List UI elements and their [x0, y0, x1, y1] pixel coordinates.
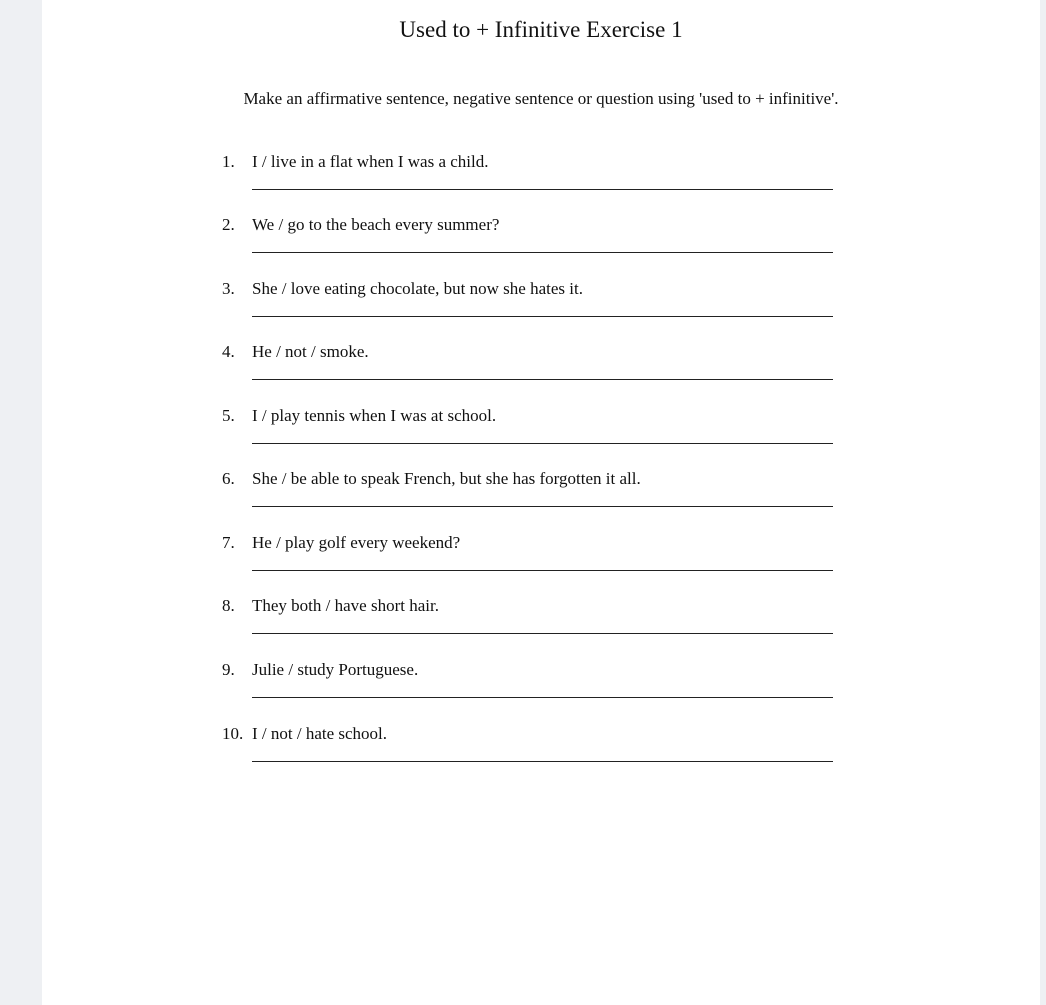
exercise-item: [42, 151, 1040, 211]
item-prompt: She / be able to speak French, but she has forgotten it all.: [252, 469, 641, 488]
exercise-instructions: Make an affirmative sentence, negative sentence or question using 'used to + infinitive'.: [243, 89, 839, 108]
exercise-item: [42, 405, 1040, 465]
exercise-item: [42, 659, 1040, 719]
item-number: 3.: [222, 279, 235, 298]
item-prompt: We / go to the beach every summer?: [252, 215, 500, 234]
item-number: 10.: [222, 724, 244, 743]
item-number: 1.: [222, 152, 235, 171]
exercise-item: [42, 468, 1040, 528]
item-prompt: I / live in a flat when I was a child.: [252, 152, 489, 171]
item-prompt: They both / have short hair.: [252, 596, 439, 615]
item-number: 8.: [222, 596, 235, 615]
item-number: 5.: [222, 406, 235, 425]
answer-line[interactable]: [252, 570, 833, 571]
item-number: 7.: [222, 533, 235, 552]
exercise-item: [42, 278, 1040, 338]
item-prompt: He / not / smoke.: [252, 342, 369, 361]
exercise-item: [42, 595, 1040, 655]
item-number: 9.: [222, 660, 235, 679]
exercise-item: [42, 532, 1040, 592]
answer-line[interactable]: [252, 506, 833, 507]
document-page: [42, 0, 1040, 1005]
answer-line[interactable]: [252, 697, 833, 698]
answer-line[interactable]: [252, 252, 833, 253]
answer-line[interactable]: [252, 633, 833, 634]
page-title: Used to + Infinitive Exercise 1: [399, 17, 683, 42]
item-number: 2.: [222, 215, 235, 234]
exercise-item: [42, 214, 1040, 274]
item-prompt: I / not / hate school.: [252, 724, 388, 743]
exercise-list: [42, 0, 1040, 1005]
exercise-item: [42, 723, 1040, 783]
item-number: 4.: [222, 342, 235, 361]
answer-line[interactable]: [252, 443, 833, 444]
answer-line[interactable]: [252, 316, 833, 317]
item-prompt: Julie / study Portuguese.: [252, 660, 419, 679]
answer-line[interactable]: [252, 189, 833, 190]
answer-line[interactable]: [252, 761, 833, 762]
item-prompt: He / play golf every weekend?: [252, 533, 461, 552]
exercise-item: [42, 341, 1040, 401]
answer-line[interactable]: [252, 379, 833, 380]
item-prompt: I / play tennis when I was at school.: [252, 406, 497, 425]
item-number: 6.: [222, 469, 235, 488]
item-prompt: She / love eating chocolate, but now she hates it.: [252, 279, 583, 298]
